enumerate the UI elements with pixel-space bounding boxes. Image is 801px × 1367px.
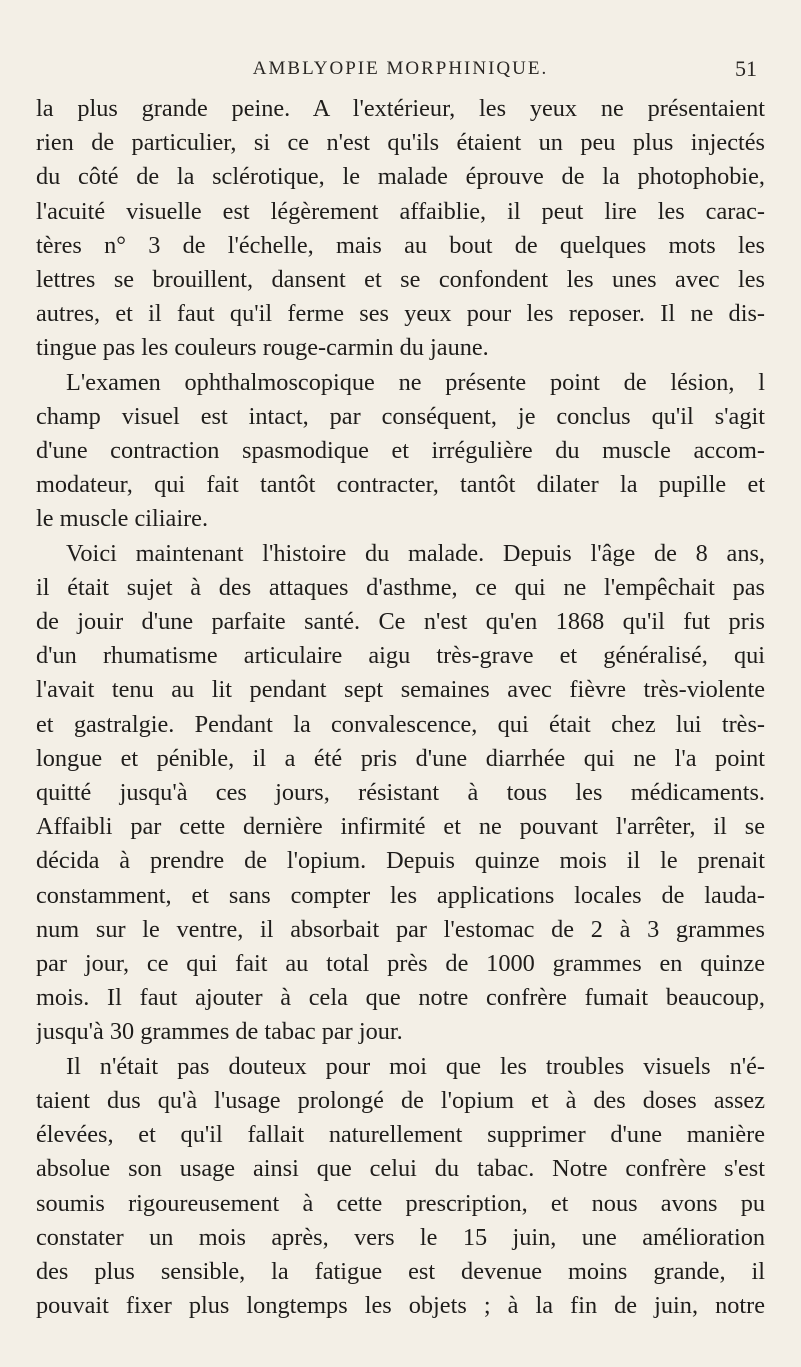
text-line: num sur le ventre, il absorbait par l'estomac de 2 à 3 grammes	[36, 915, 765, 943]
text-line: L'examen ophthalmoscopique ne présente point de lésion, l	[66, 368, 765, 396]
text-line: des plus sensible, la fatigue est devenue moins grande, il	[36, 1257, 765, 1285]
text-line: Il n'était pas douteux pour moi que les troubles visuels n'é-	[66, 1052, 765, 1080]
text-line: de jouir d'une parfaite santé. Ce n'est qu'en 1868 qu'il fut pris	[36, 608, 765, 636]
body-text	[36, 92, 765, 1323]
text-line: quitté jusqu'à ces jours, résistant à tous les médicaments.	[36, 779, 765, 807]
text-line: rien de particulier, si ce n'est qu'ils étaient un peu plus injectés	[36, 129, 765, 157]
text-line: tingue pas les couleurs rouge-carmin du jaune.	[36, 334, 489, 362]
text-line: d'un rhumatisme articulaire aigu très-grave et généralisé, qui	[36, 642, 765, 670]
text-line: élevées, et qu'il fallait naturellement supprimer d'une manière	[36, 1121, 765, 1149]
text-line: Voici maintenant l'histoire du malade. Depuis l'âge de 8 ans,	[66, 539, 765, 567]
text-line: du côté de la sclérotique, le malade éprouve de la photophobie,	[36, 163, 765, 191]
paragraph	[36, 537, 765, 1050]
text-line: tères n° 3 de l'échelle, mais au bout de quelques mots les	[36, 231, 765, 259]
text-line: pouvait fixer plus longtemps les objets ; à la fin de juin, notre	[36, 1292, 765, 1320]
text-line: l'acuité visuelle est légèrement affaiblie, il peut lire les carac-	[36, 197, 765, 225]
paragraph	[36, 366, 765, 537]
text-line: constamment, et sans compter les applications locales de lauda-	[36, 881, 765, 909]
text-line: taient dus qu'à l'usage prolongé de l'opium et à des doses assez	[36, 1086, 765, 1114]
text-line: par jour, ce qui fait au total près de 1000 grammes en quinze	[36, 950, 765, 978]
text-line: lettres se brouillent, dansent et se confondent les unes avec les	[36, 266, 765, 294]
text-line: Affaibli par cette dernière infirmité et ne pouvant l'arrêter, il se	[36, 813, 765, 841]
text-line: la plus grande peine. A l'extérieur, les yeux ne présentaient	[36, 95, 765, 122]
text-line: longue et pénible, il a été pris d'une diarrhée qui ne l'a point	[36, 744, 765, 772]
text-line: constater un mois après, vers le 15 juin, une amélioration	[36, 1223, 765, 1251]
text-line: soumis rigoureusement à cette prescription, et nous avons pu	[36, 1189, 765, 1217]
text-line: champ visuel est intact, par conséquent, je conclus qu'il s'agit	[36, 402, 765, 430]
text-line: d'une contraction spasmodique et irrégulière du muscle accom-	[36, 437, 765, 465]
running-head	[36, 58, 765, 86]
paragraph	[36, 92, 765, 366]
text-line: autres, et il faut qu'il ferme ses yeux pour les reposer. Il ne dis-	[36, 300, 765, 328]
running-title: AMBLYOPIE MORPHINIQUE.	[252, 58, 549, 79]
page-number: 51	[735, 56, 757, 81]
text-line: il était sujet à des attaques d'asthme, ce qui ne l'empêchait pas	[36, 573, 765, 601]
text-line: décida à prendre de l'opium. Depuis quinze mois il le prenait	[36, 847, 765, 875]
text-line: absolue son usage ainsi que celui du tabac. Notre confrère s'est	[36, 1155, 765, 1183]
paragraph	[36, 1050, 765, 1324]
text-line: jusqu'à 30 grammes de tabac par jour.	[36, 1018, 403, 1046]
text-line: mois. Il faut ajouter à cela que notre confrère fumait beaucoup,	[36, 984, 765, 1012]
text-line: et gastralgie. Pendant la convalescence, qui était chez lui très-	[36, 710, 765, 738]
text-line: modateur, qui fait tantôt contracter, tantôt dilater la pupille et	[36, 471, 765, 499]
text-line: le muscle ciliaire.	[36, 505, 209, 533]
text-line: l'avait tenu au lit pendant sept semaines avec fièvre très-violente	[36, 676, 765, 704]
